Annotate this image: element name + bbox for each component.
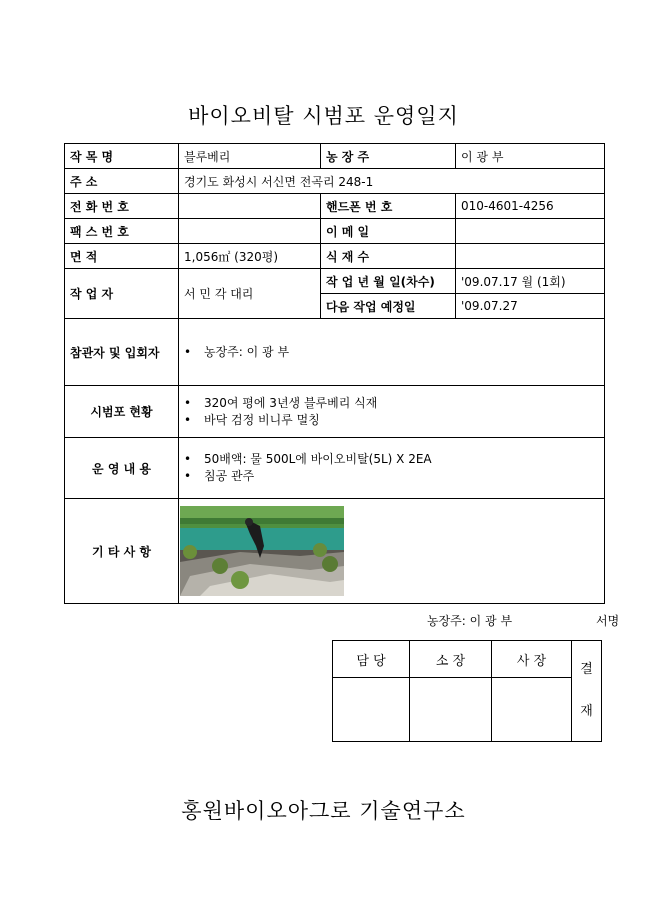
crop-label-text	[70, 148, 173, 165]
operation-list	[184, 451, 599, 485]
address-value: 경기도 화성시 서신면 전곡리 248-1	[179, 169, 605, 194]
participants-item: • 농장주: 이 광 부	[184, 344, 599, 361]
etc-content	[179, 499, 605, 604]
crop-label	[65, 144, 179, 169]
participants-content	[179, 319, 605, 386]
area-label: 면 적	[65, 244, 179, 269]
worker-label: 작 업 자	[65, 269, 179, 319]
nextdate-label: 다음 작업 예정일	[321, 294, 456, 319]
mobile-value: 010-4601-4256	[456, 194, 605, 219]
approval-table	[332, 640, 602, 742]
approval-side-label-1: 결	[580, 662, 593, 677]
area-value: 1,056㎡ (320평)	[179, 244, 321, 269]
email-label: 이 메 일	[321, 219, 456, 244]
workdate-label: 작 업 년 월 일(차수)	[321, 269, 456, 294]
status-label: 시범포 현황	[65, 386, 179, 438]
workdate-value: '09.07.17 월 (1회)	[456, 269, 605, 294]
approval-header-director: 소 장	[410, 641, 492, 678]
address-label: 주 소	[65, 169, 179, 194]
status-list	[184, 395, 599, 429]
farmer-label: 농 장 주	[321, 144, 456, 169]
phone-value	[179, 194, 321, 219]
farmer-sign-line: 농장주: 이 광 부	[427, 614, 513, 628]
approval-sign-director[interactable]	[410, 678, 492, 742]
fax-label: 팩 스 번 호	[65, 219, 179, 244]
approval-sign-president[interactable]	[492, 678, 572, 742]
status-item: • 320여 평에 3년생 블루베리 식재	[184, 395, 599, 412]
status-content	[179, 386, 605, 438]
participants-list	[184, 344, 599, 361]
footer-org-name: 홍원바이오아그로 기술연구소	[181, 799, 466, 823]
log-table	[64, 143, 605, 604]
planting-value	[456, 244, 605, 269]
crop-label-value: 작 목 명	[70, 149, 114, 164]
participants-label: 참관자 및 입회자	[65, 319, 179, 386]
nextdate-value: '09.07.27	[456, 294, 605, 319]
approval-side-label-2: 재	[580, 704, 593, 719]
phone-label: 전 화 번 호	[65, 194, 179, 219]
operation-item: • 침공 관주	[184, 468, 599, 485]
field-photo	[180, 506, 344, 596]
planting-label: 식 재 수	[321, 244, 456, 269]
approval-side-label	[572, 641, 602, 742]
approval-side-spacer	[572, 680, 601, 702]
fax-value	[179, 219, 321, 244]
approval-header-president: 사 장	[492, 641, 572, 678]
email-value	[456, 219, 605, 244]
document-title: 바이오비탈 시범포 운영일지	[188, 104, 459, 128]
crop-value: 블루베리	[179, 144, 321, 169]
approval-header-manager: 담 당	[333, 641, 410, 678]
approval-sign-manager[interactable]	[333, 678, 410, 742]
mobile-label: 핸드폰 번 호	[321, 194, 456, 219]
sign-label: 서명	[596, 614, 620, 628]
worker-value: 서 민 각 대리	[179, 269, 321, 319]
operation-content	[179, 438, 605, 499]
etc-label: 기 타 사 항	[65, 499, 179, 604]
operation-label: 운 영 내 용	[65, 438, 179, 499]
operation-item: • 50배액: 물 500L에 바이오비탈(5L) X 2EA	[184, 451, 599, 468]
farmer-value: 이 광 부	[456, 144, 605, 169]
status-item: • 바닥 검정 비니루 멀칭	[184, 412, 599, 429]
